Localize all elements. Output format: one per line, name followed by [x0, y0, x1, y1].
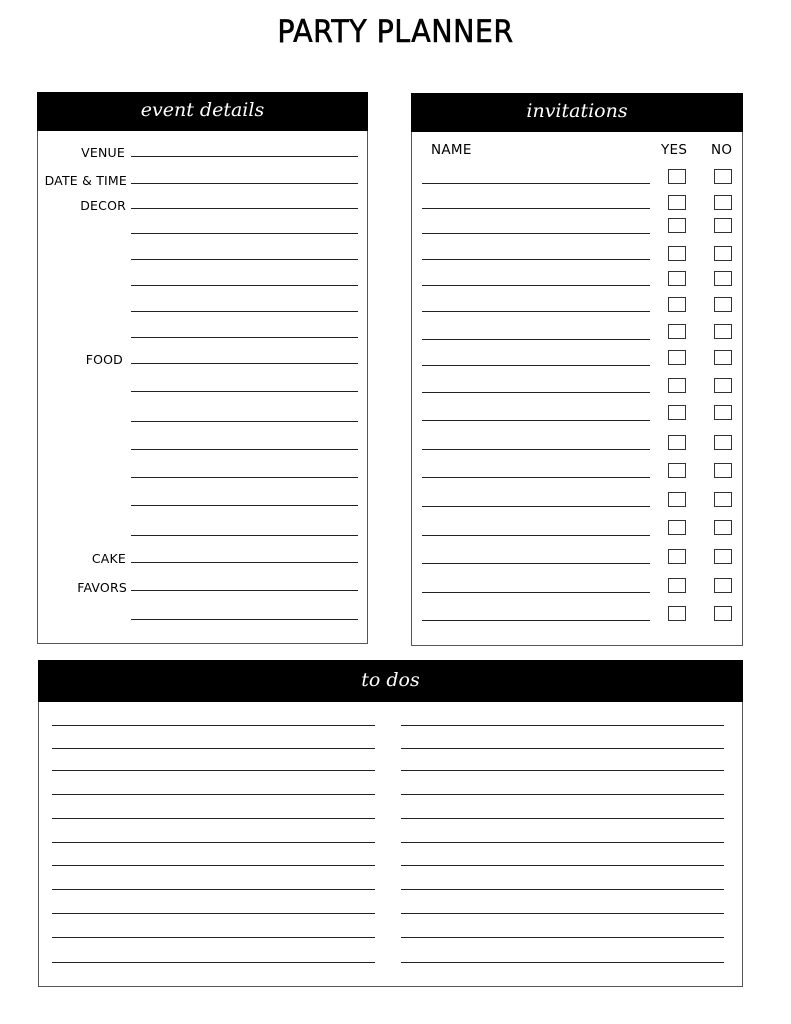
favors-field-2[interactable]	[131, 619, 358, 620]
yes-checkbox[interactable]	[668, 297, 686, 312]
yes-checkbox[interactable]	[668, 271, 686, 286]
cake-field[interactable]	[131, 562, 358, 563]
todo-line[interactable]	[401, 818, 724, 819]
todo-line[interactable]	[401, 889, 724, 890]
no-checkbox[interactable]	[714, 195, 732, 210]
food-field-2[interactable]	[131, 391, 358, 392]
guest-name-field[interactable]	[422, 592, 650, 593]
invitations-heading: invitations	[411, 93, 743, 132]
yes-checkbox[interactable]	[668, 463, 686, 478]
yes-checkbox[interactable]	[668, 324, 686, 339]
guest-name-field[interactable]	[422, 311, 650, 312]
no-checkbox[interactable]	[714, 246, 732, 261]
no-checkbox[interactable]	[714, 463, 732, 478]
yes-checkbox[interactable]	[668, 606, 686, 621]
date-time-label: DATE & TIME	[44, 173, 127, 188]
yes-checkbox[interactable]	[668, 195, 686, 210]
decor-field-5[interactable]	[131, 311, 358, 312]
guest-name-field[interactable]	[422, 620, 650, 621]
todo-line[interactable]	[52, 842, 375, 843]
todo-line[interactable]	[52, 748, 375, 749]
todo-line[interactable]	[401, 913, 724, 914]
todo-line[interactable]	[52, 962, 375, 963]
todo-line[interactable]	[52, 770, 375, 771]
venue-field[interactable]	[131, 156, 358, 157]
todo-line[interactable]	[52, 725, 375, 726]
cake-label: CAKE	[91, 551, 126, 566]
yes-checkbox[interactable]	[668, 435, 686, 450]
no-checkbox[interactable]	[714, 169, 732, 184]
guest-name-field[interactable]	[422, 259, 650, 260]
yes-checkbox[interactable]	[668, 405, 686, 420]
todo-line[interactable]	[52, 818, 375, 819]
date-time-field[interactable]	[131, 183, 358, 184]
no-checkbox[interactable]	[714, 520, 732, 535]
todo-line[interactable]	[401, 865, 724, 866]
guest-name-field[interactable]	[422, 208, 650, 209]
decor-label: DECOR	[80, 198, 126, 213]
no-checkbox[interactable]	[714, 578, 732, 593]
guest-name-field[interactable]	[422, 392, 650, 393]
yes-checkbox[interactable]	[668, 549, 686, 564]
favors-field-1[interactable]	[131, 590, 358, 591]
yes-checkbox[interactable]	[668, 218, 686, 233]
yes-checkbox[interactable]	[668, 578, 686, 593]
no-checkbox[interactable]	[714, 350, 732, 365]
yes-checkbox[interactable]	[668, 520, 686, 535]
yes-checkbox[interactable]	[668, 169, 686, 184]
food-field-7[interactable]	[131, 535, 358, 536]
guest-name-field[interactable]	[422, 339, 650, 340]
todo-line[interactable]	[401, 842, 724, 843]
guest-name-field[interactable]	[422, 365, 650, 366]
yes-checkbox[interactable]	[668, 350, 686, 365]
venue-label: VENUE	[81, 145, 125, 160]
no-checkbox[interactable]	[714, 606, 732, 621]
guest-name-field[interactable]	[422, 233, 650, 234]
no-checkbox[interactable]	[714, 271, 732, 286]
decor-field-1[interactable]	[131, 208, 358, 209]
food-field-6[interactable]	[131, 505, 358, 506]
todos-panel	[38, 660, 743, 987]
todo-line[interactable]	[401, 748, 724, 749]
guest-name-field[interactable]	[422, 449, 650, 450]
favors-label: FAVORS	[77, 580, 127, 595]
decor-field-4[interactable]	[131, 285, 358, 286]
guest-name-field[interactable]	[422, 563, 650, 564]
todo-line[interactable]	[401, 962, 724, 963]
yes-column-header: YES	[661, 142, 688, 158]
event-details-panel	[37, 92, 368, 644]
food-field-3[interactable]	[131, 421, 358, 422]
no-checkbox[interactable]	[714, 297, 732, 312]
no-checkbox[interactable]	[714, 405, 732, 420]
no-column-header: NO	[711, 142, 733, 158]
no-checkbox[interactable]	[714, 435, 732, 450]
guest-name-field[interactable]	[422, 477, 650, 478]
todo-line[interactable]	[401, 937, 724, 938]
todo-line[interactable]	[52, 889, 375, 890]
todo-line[interactable]	[52, 865, 375, 866]
yes-checkbox[interactable]	[668, 246, 686, 261]
decor-field-3[interactable]	[131, 259, 358, 260]
guest-name-field[interactable]	[422, 183, 650, 184]
name-column-header: NAME	[431, 142, 472, 158]
todo-line[interactable]	[52, 913, 375, 914]
guest-name-field[interactable]	[422, 285, 650, 286]
guest-name-field[interactable]	[422, 535, 650, 536]
food-field-5[interactable]	[131, 477, 358, 478]
todo-line[interactable]	[52, 937, 375, 938]
todos-heading: to dos	[38, 660, 743, 702]
todo-line[interactable]	[401, 794, 724, 795]
yes-checkbox[interactable]	[668, 378, 686, 393]
todo-line[interactable]	[52, 794, 375, 795]
todo-line[interactable]	[401, 725, 724, 726]
event-details-heading: event details	[37, 92, 368, 131]
no-checkbox[interactable]	[714, 549, 732, 564]
no-checkbox[interactable]	[714, 218, 732, 233]
no-checkbox[interactable]	[714, 378, 732, 393]
food-field-4[interactable]	[131, 449, 358, 450]
guest-name-field[interactable]	[422, 420, 650, 421]
food-field-1[interactable]	[131, 363, 358, 364]
invitations-panel	[411, 93, 743, 646]
decor-field-2[interactable]	[131, 233, 358, 234]
no-checkbox[interactable]	[714, 492, 732, 507]
todo-line[interactable]	[401, 770, 724, 771]
yes-checkbox[interactable]	[668, 492, 686, 507]
decor-field-6[interactable]	[131, 337, 358, 338]
guest-name-field[interactable]	[422, 506, 650, 507]
food-label: FOOD	[85, 352, 123, 367]
no-checkbox[interactable]	[714, 324, 732, 339]
page-title: PARTY PLANNER	[277, 14, 514, 50]
